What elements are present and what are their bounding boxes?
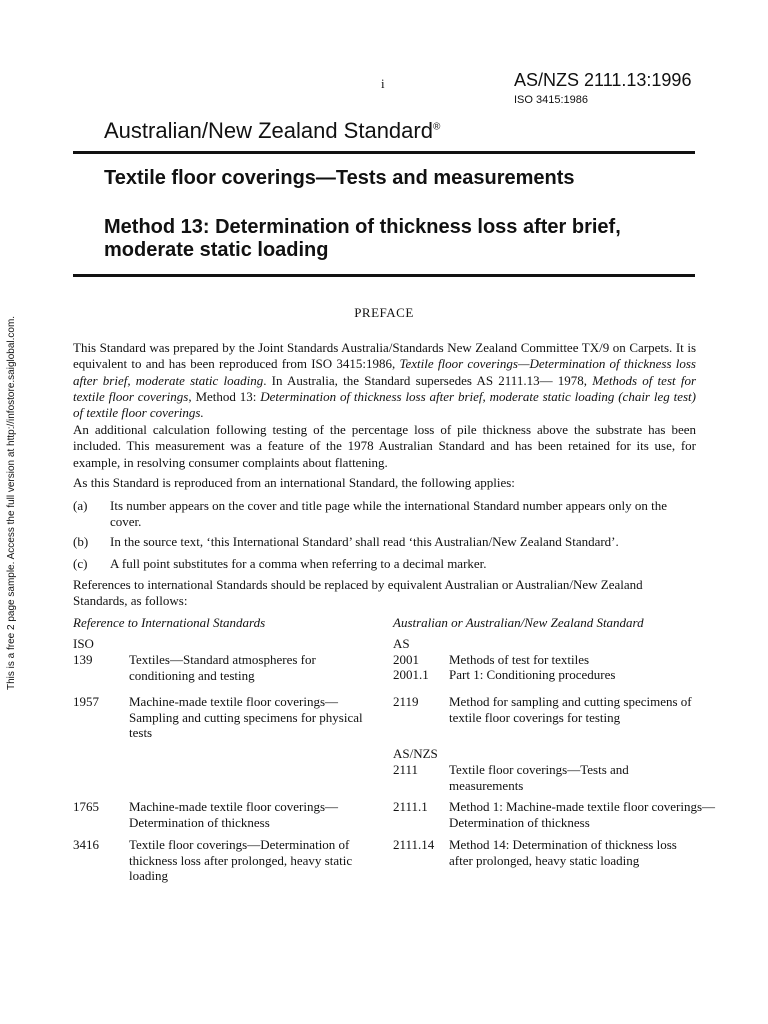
list-label: (b) bbox=[73, 534, 89, 549]
p1-text-f: Determination of thickness loss after brief, moderate static loading (chair leg test) of textile floor coverings. bbox=[73, 388, 696, 421]
top-rule bbox=[73, 151, 695, 154]
as-ref-title: Method for sampling and cutting specimens of textile floor coverings for testing bbox=[449, 694, 692, 725]
iso-ref-number: 1765 bbox=[73, 799, 99, 814]
as-ref-title: Methods of test for textiles bbox=[449, 652, 590, 667]
left-column-heading: Reference to International Standards bbox=[73, 615, 266, 630]
list-text: A full point substitutes for a comma when referring to a decimal marker. bbox=[110, 556, 487, 571]
list-text: In the source text, ‘this International Standard’ shall read ‘this Australian/New Zealand Standard’. bbox=[110, 534, 619, 549]
as-ref-number: 2119 bbox=[393, 694, 419, 709]
brand-text: Australian/New Zealand Standard bbox=[104, 118, 433, 143]
list-label: (a) bbox=[73, 498, 88, 513]
iso-ref-title: Machine-made textile floor coverings— Sampling and cutting specimens for physical tests bbox=[129, 694, 363, 740]
iso-group-label: ISO bbox=[73, 636, 94, 651]
iso-ref-title: Machine-made textile floor coverings— Determination of thickness bbox=[129, 799, 339, 830]
iso-ref-number: 139 bbox=[73, 652, 93, 667]
right-column-heading: Australian or Australian/New Zealand Standard bbox=[393, 615, 644, 630]
as-ref-title: Part 1: Conditioning procedures bbox=[449, 667, 616, 682]
preface-paragraph-1 bbox=[73, 340, 696, 421]
preface-heading: PREFACE bbox=[354, 305, 414, 320]
as-ref-title: Method 1: Machine-made textile floor coverings— Determination of thickness bbox=[449, 799, 716, 830]
registered-mark: ® bbox=[432, 121, 441, 133]
as-ref-number: 2001 bbox=[393, 652, 419, 667]
as-group-label: AS bbox=[393, 636, 410, 651]
list-label: (c) bbox=[73, 556, 88, 571]
document-title: Textile floor coverings—Tests and measurements bbox=[104, 167, 575, 189]
preface-paragraph-3: As this Standard is reproduced from an international Standard, the following applies: bbox=[73, 475, 515, 490]
iso-ref-title: Textile floor coverings—Determination of thickness loss after prolonged, heavy static loading bbox=[129, 837, 353, 883]
list-item bbox=[73, 534, 696, 550]
asnzs-group-label: AS/NZS bbox=[393, 746, 438, 761]
p1-text-a: This Standard was prepared by the Joint Standards Australia/Standards New Zealand Committee TX/9 on Carpets. It is equivalent to and has been reproduced from ISO 3415:1986, bbox=[73, 340, 696, 372]
preface-paragraph-4: References to international Standards should be replaced by equivalent Australian or Australian/New Zealand Standards, as follows: bbox=[73, 577, 643, 609]
p1-text-d: Methods of test for textile floor coverings bbox=[73, 372, 696, 404]
method-title: Method 13: Determination of thickness loss after brief, moderate static loading bbox=[104, 216, 621, 261]
list-item bbox=[73, 498, 696, 530]
preface-paragraph-2: An additional calculation following testing of the percentage loss of pile thickness above the substrate has been included. This measurement was a feature of the 1978 Australian Standard and has been retained for its use, for example, in resolving consumer complaints about flattening. bbox=[73, 422, 696, 470]
bottom-rule bbox=[73, 274, 695, 277]
standard-number: AS/NZS 2111.13:1996 bbox=[514, 70, 692, 90]
iso-ref-number: 1957 bbox=[73, 694, 99, 709]
sample-side-note: This is a free 2 page sample. Access the full version at http://infostore.saiglobal.com. bbox=[6, 315, 17, 690]
p1-text-b: Textile floor coverings—Determination of thickness loss after brief, moderate static loading bbox=[73, 356, 696, 388]
iso-ref-number: 3416 bbox=[73, 837, 99, 852]
p1-text-c: . In Australia, the Standard supersedes AS 2111.13— 1978, bbox=[263, 372, 593, 388]
standard-brand bbox=[104, 118, 440, 144]
iso-number: ISO 3415:1986 bbox=[514, 94, 589, 106]
p1-text-e: , Method 13: bbox=[188, 388, 261, 404]
as-ref-number: 2111.1 bbox=[393, 799, 428, 814]
list-text: Its number appears on the cover and title page while the international Standard number appears only on the cover. bbox=[110, 498, 668, 529]
as-ref-title: Method 14: Determination of thickness loss after prolonged, heavy static loading bbox=[449, 837, 677, 868]
as-ref-number: 2111 bbox=[393, 762, 419, 777]
list-item bbox=[73, 556, 696, 572]
page-number: i bbox=[381, 76, 385, 91]
as-ref-number: 2001.1 bbox=[393, 667, 429, 682]
iso-ref-title: Textiles—Standard atmospheres for conditioning and testing bbox=[129, 652, 316, 683]
as-ref-number: 2111.14 bbox=[393, 837, 435, 852]
as-ref-title: Textile floor coverings—Tests and measurements bbox=[449, 762, 629, 793]
